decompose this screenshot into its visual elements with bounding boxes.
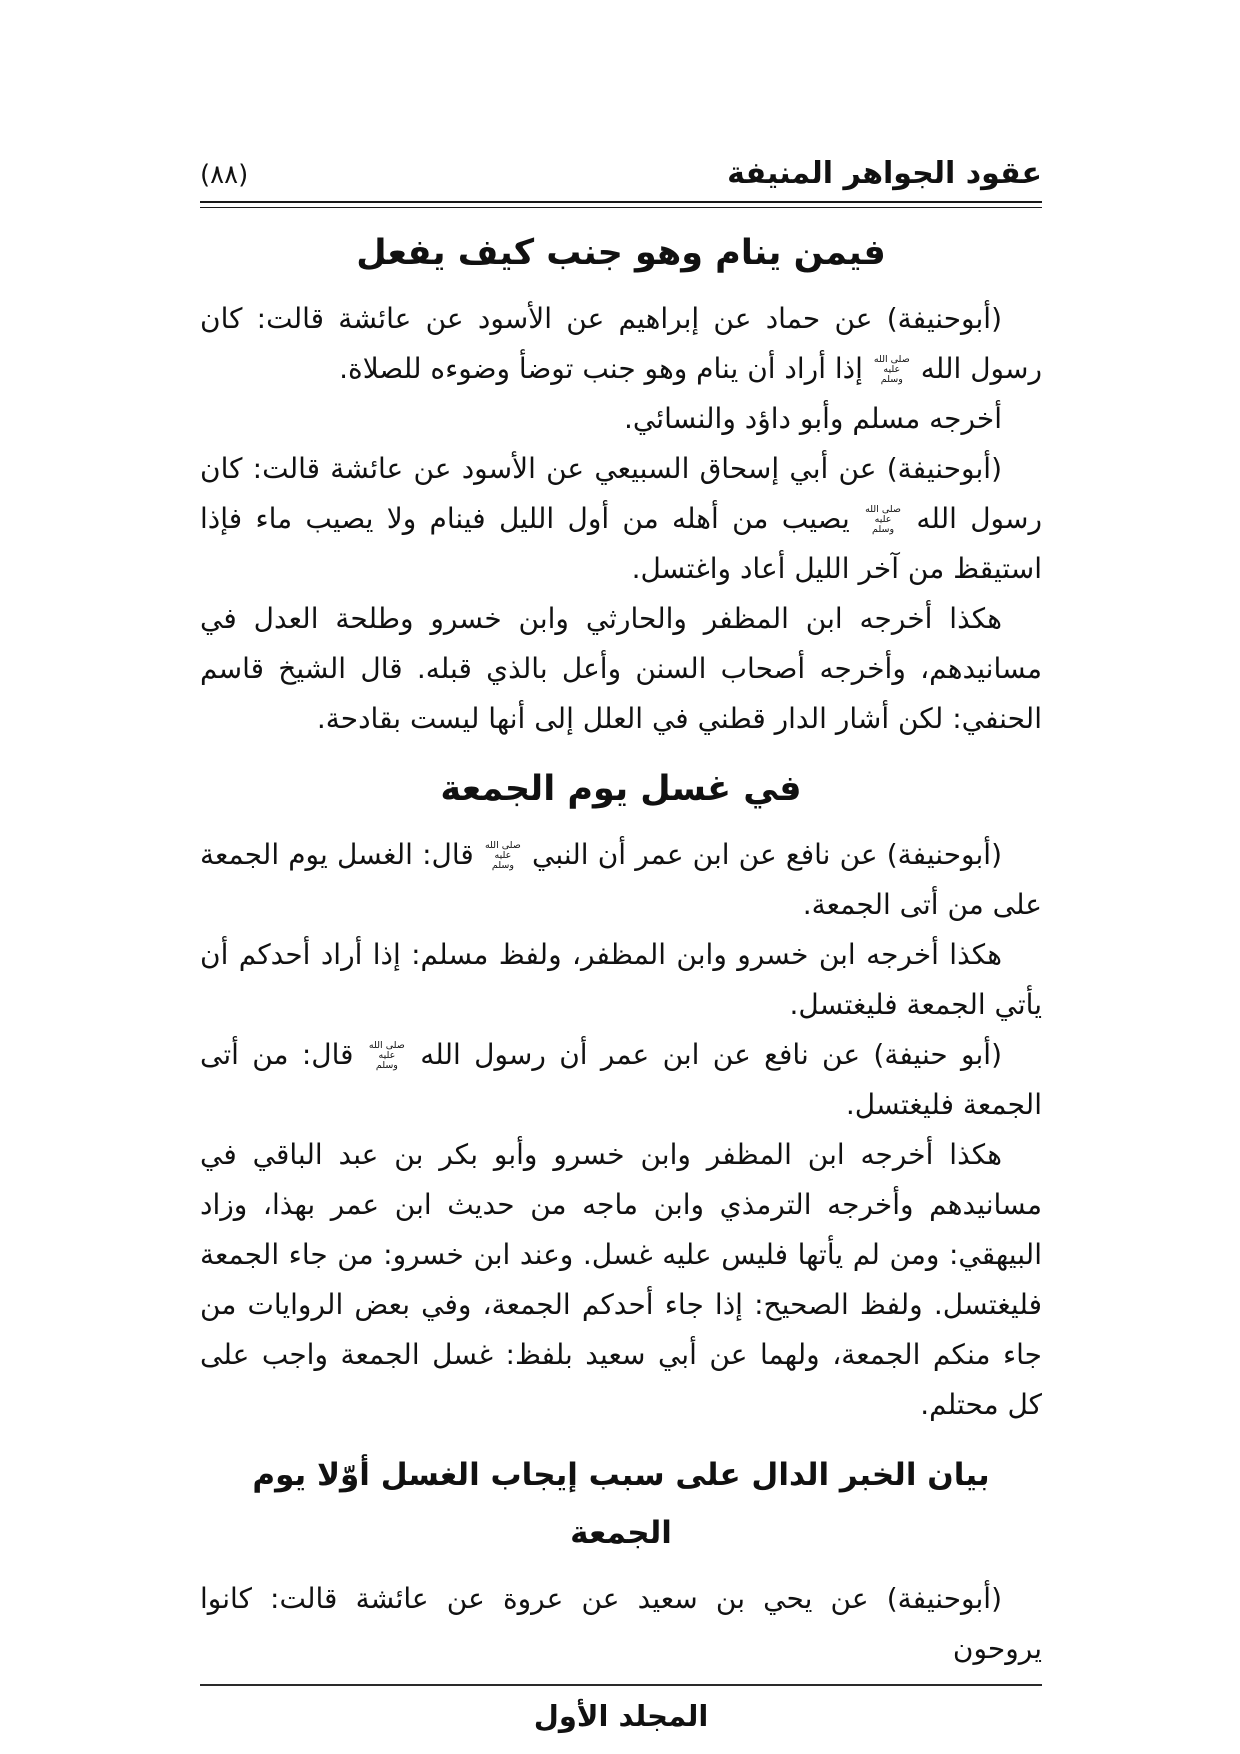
honorific-saw-mark: صلى الله عليه وسلم [368,1040,405,1071]
header-divider-double-rule [200,201,1042,208]
book-title: عقود الجواهر المنيفة [727,156,1042,191]
honorific-saw-mark: صلى الله عليه وسلم [484,840,521,871]
takhrij-text: هكذا أخرجه ابن المظفر والحارثي وابن خسرو وطلحة العدل في مسانيدهم، وأخرجه أصحاب السنن وأعل بالذي قبله. قال الشيخ قاسم الحنفي: لكن أشار الدار قطني في العلل إلى أنها ليست بقادحة. [200,602,1042,735]
section-heading-reason-for-ghusl: بيان الخبر الدال على سبب إيجاب الغسل أوّلا يوم الجمعة [252,1457,990,1551]
hadith-text: إذا أراد أن ينام وهو جنب توضأ وضوءه للصلاة. [339,352,872,385]
takhrij-paragraph [200,1130,1042,1430]
honorific-saw-mark: صلى الله عليه وسلم [865,504,901,535]
hadith-paragraph [200,294,1042,394]
takhrij-paragraph [200,394,1042,444]
page-header [200,0,1042,191]
takhrij-paragraph [200,594,1042,744]
takhrij-text: أخرجه مسلم وأبو داؤد والنسائي. [624,402,1002,435]
hadith-paragraph [200,1574,1042,1674]
footer-divider [200,1684,1042,1686]
honorific-saw-mark: صلى الله عليه وسلم [873,354,910,385]
page-content [200,224,1042,1674]
takhrij-text: هكذا أخرجه ابن المظفر وابن خسرو وأبو بكر بن عبد الباقي في مسانيدهم وأخرجه الترمذي وابن ماجه من حديث ابن عمر بهذا، وزاد البيهقي: ومن لم يأتها فليس عليه غسل. وعند ابن خسرو: من جاء الجمعة فليغتسل. ولفظ الصحيح: إذا جاء أحدكم الجمعة، وفي بعض الروايات من جاء منكم الجمعة، ولهما عن أبي سعيد بلفظ: غسل الجمعة واجب على كل محتلم. [200,1138,1042,1421]
takhrij-paragraph [200,930,1042,1030]
volume-label: المجلد الأول [533,1699,709,1733]
section-heading-friday-ghusl: في غسل يوم الجمعة [440,769,802,809]
takhrij-text: هكذا أخرجه ابن خسرو وابن المظفر، ولفظ مسلم: إذا أراد أحدكم أن يأتي الجمعة فليغتسل. [200,938,1042,1021]
hadith-paragraph [200,1030,1042,1130]
hadith-text: (أبوحنيفة) عن أبي إسحاق السبيعي عن الأسود عن عائشة قالت: كان رسول الله [200,452,1042,535]
hadith-text: (أبوحنيفة) عن يحي بن سعيد عن عروة عن عائشة قالت: كانوا يروحون [200,1582,1042,1665]
hadith-text: يصيب من أهله من أول الليل فينام ولا يصيب ماء فإذا استيقظ من آخر الليل أعاد واغتسل. [200,502,1042,585]
hadith-text: (أبوحنيفة) عن حماد عن إبراهيم عن الأسود عن عائشة قالت: كان رسول الله [200,302,1042,385]
hadith-paragraph [200,830,1042,930]
hadith-text: (أبوحنيفة) عن نافع عن ابن عمر أن النبي [522,838,1002,871]
hadith-text: (أبو حنيفة) عن نافع عن ابن عمر أن رسول الله [406,1038,1002,1071]
hadith-text: قال: الغسل يوم الجمعة على من أتى الجمعة. [200,838,1042,921]
section-heading-sleeping-junub: فيمن ينام وهو جنب كيف يفعل [356,233,886,273]
page-number: (٨٨) [200,160,249,190]
hadith-paragraph [200,444,1042,594]
hadith-text: قال: من أتى الجمعة فليغتسل. [200,1038,1042,1121]
